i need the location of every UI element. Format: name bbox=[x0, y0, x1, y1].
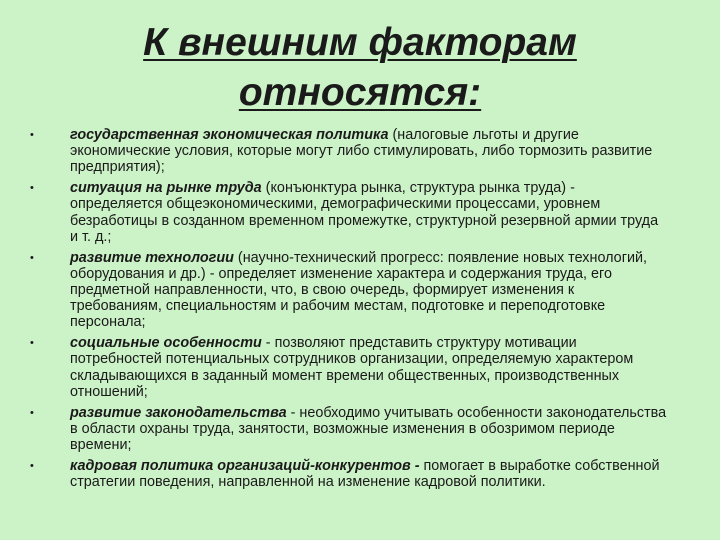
factors-list bbox=[30, 127, 670, 495]
bullet-icon: • bbox=[30, 129, 34, 141]
factor-description: (научно-технический прогресс: появление новых технологий, оборудования и др.) - определяет изменение характера и содержания труда, его предметной направленности, что, в свою очередь, формирует изменения к требованиям, специальностям и рабочим местам, подготовке и переподготовке персонала; bbox=[70, 249, 648, 331]
factor-description: помогает в выработке собственной стратегии поведения, направленной на изменение кадровой политики. bbox=[70, 457, 660, 491]
list-item bbox=[30, 250, 670, 331]
bullet-icon: • bbox=[30, 406, 34, 419]
bullet-icon: • bbox=[30, 182, 34, 195]
slide-title-line-2: относятся: bbox=[238, 71, 482, 114]
factor-term: развитие законодательства bbox=[70, 404, 287, 421]
slide-title bbox=[90, 18, 630, 118]
list-item bbox=[30, 127, 670, 176]
bullet-icon: • bbox=[30, 251, 34, 264]
factor-description: (налоговые льготы и другие экономические условия, которые могут либо стимулировать, либо тормозить развитие предприятия); bbox=[70, 127, 653, 176]
factor-description: (конъюнктура рынка, структура рынка труда) - определяется общеэкономическими, демографическими процессами, уровнем безработицы в созданном временном промежутке, структурной резервной армии труда и т. д.; bbox=[70, 180, 659, 245]
list-item bbox=[30, 180, 670, 245]
list-item bbox=[30, 458, 670, 490]
slide-title-line-1: К внешним факторам bbox=[143, 21, 577, 64]
list-item bbox=[30, 405, 670, 454]
factor-description: - необходимо учитывать особенности законодательства в области охраны труда, занятости, возможные изменения в обозримом периоде времени; bbox=[70, 404, 667, 454]
factor-description: - позволяют представить структуру мотивации потребностей потенциальных сотрудников организации, определяемую характером складывающихся в заданный момент времени общественных, производственных отношений; bbox=[70, 335, 634, 400]
bullet-icon: • bbox=[30, 459, 34, 472]
factor-term: кадровая политика организаций-конкурентов - bbox=[70, 457, 420, 474]
factor-term: государственная экономическая политика bbox=[70, 127, 389, 143]
factor-term: ситуация на рынке труда bbox=[70, 180, 262, 197]
bullet-icon: • bbox=[30, 337, 34, 350]
list-item bbox=[30, 335, 670, 400]
factor-term: социальные особенности bbox=[70, 335, 262, 352]
factor-term: развитие технологии bbox=[70, 249, 234, 266]
